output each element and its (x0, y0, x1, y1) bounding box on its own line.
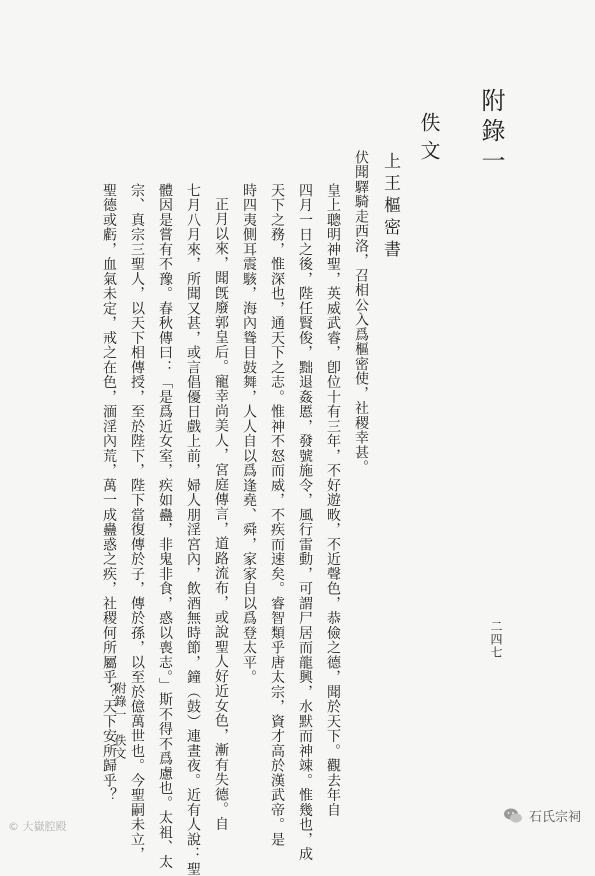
body-column: 七月八月來，所聞又甚，或言倡優日戲上前，婦人朋淫宮內，飲酒無時節，鐘（鼓）連晝夜。近有人說：聖 (185, 183, 201, 876)
watermark-right (503, 806, 581, 825)
body-column: 天下之務，惟深也，通天下之志。惟神不怒而威，不疾而速矣。睿智類乎唐太宗，資才高於漢武帝。是 (269, 183, 285, 847)
watermark-left: © 大嶽腔殿 (8, 820, 67, 833)
body-column: 時四夷側耳震駭，海內聳目鼓舞，人人自以爲逢堯、舜，家家自以爲登太平。 (241, 183, 257, 685)
body-column: 伏聞驛騎走西洛，召相公入爲樞密使，社稷幸甚。 (353, 150, 369, 475)
body-column: 聖德或虧，血氣未定，戒之在色，湎淫內荒，萬一成蠱惑之疾，社稷何所屬乎？天下安所歸乎？ (101, 183, 117, 803)
appendix-title: 附錄一 (477, 88, 505, 178)
article-title: 上王樞密書 (380, 152, 400, 262)
body-column: 體因是嘗有不豫。春秋傳曰：「是爲近女室，疾如蠱，非鬼非食，惑以喪志。」斯不得不爲慮也。太祖、太 (157, 183, 173, 870)
page-number: 二四七 (489, 620, 503, 659)
watermark-right-text: 石氏宗祠 (528, 810, 581, 825)
running-footer: 附錄一 佚文 (113, 682, 127, 760)
section-title: 佚文 (417, 112, 441, 168)
body-column: 宗、真宗三聖人，以天下相傳授，至於陛下，陛下當復傳於子，傳於孫，以至於億萬世也。今聖嗣未立， (129, 183, 145, 862)
body-column: 正月以來，聞旣廢郭皇后。寵幸尚美人，宮庭傳言，道路流布，或說聖人好近女色，漸有失德。自 (213, 197, 229, 832)
body-column: 皇上聰明神聖，英威武睿，卽位十有三年，不好遊畋，不近聲色，恭儉之德，聞於天下。觀去年自 (325, 183, 341, 818)
wechat-icon (503, 807, 523, 825)
body-column: 四月一日之後，陛任賢俊，黜退姦慝，發號施令，風行雷動，可謂尸居而龍興，水默而神竦。惟幾也，成 (297, 183, 313, 862)
